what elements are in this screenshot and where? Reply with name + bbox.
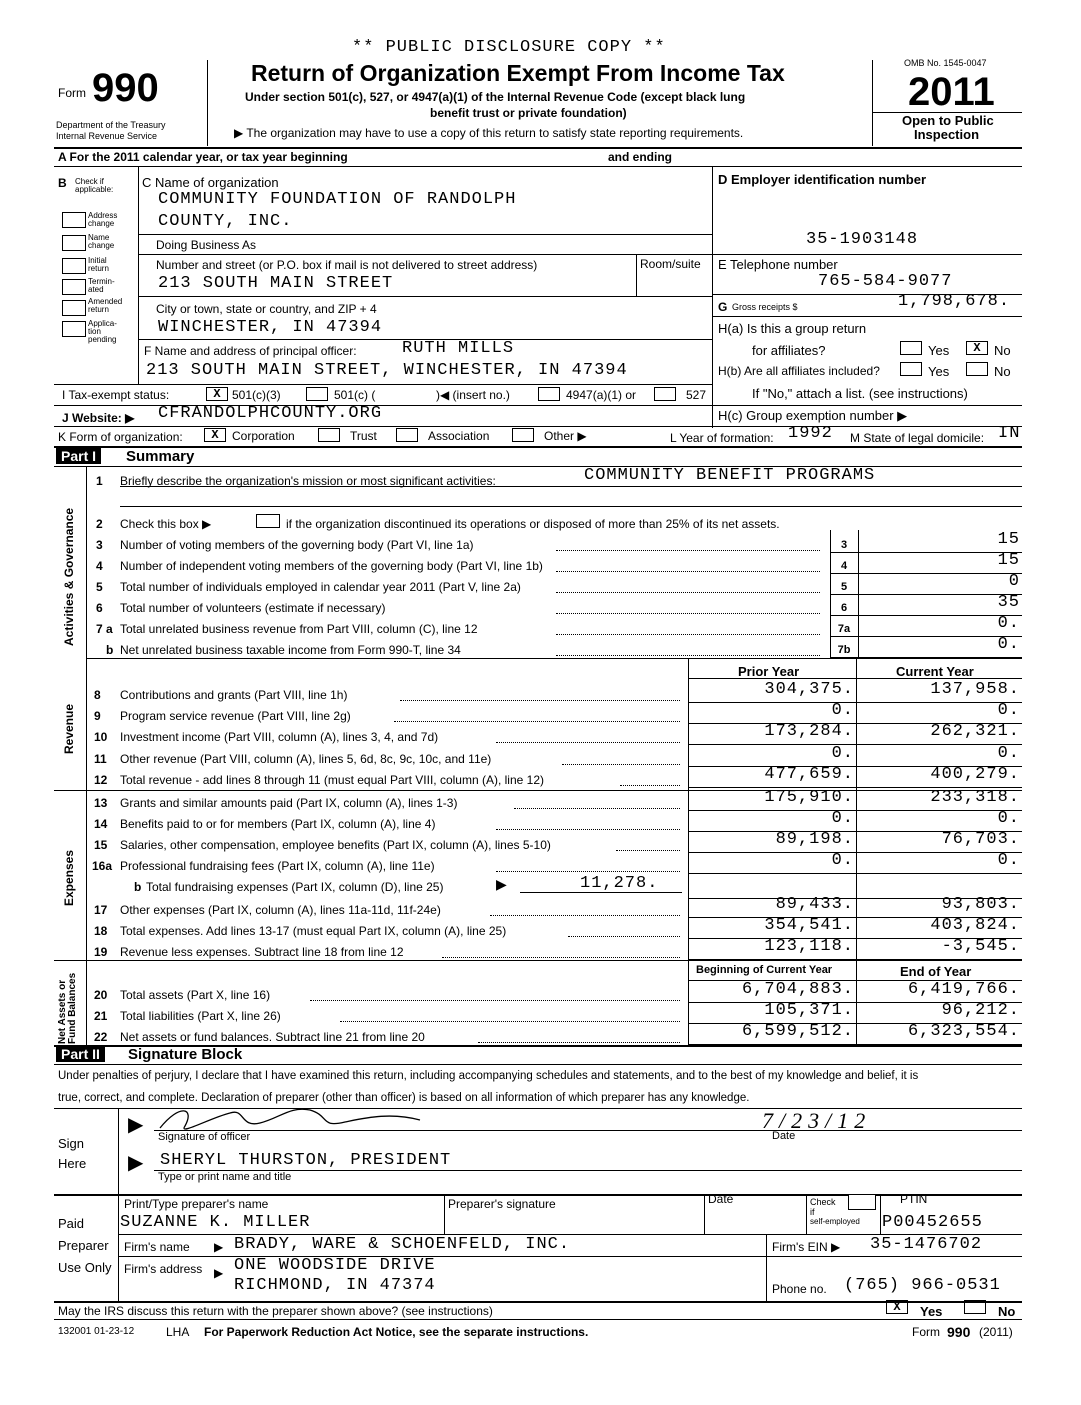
- ha-no-checkbox[interactable]: X: [966, 341, 988, 355]
- col-current-year: Current Year: [896, 664, 974, 679]
- gov-line-num: 6: [96, 601, 103, 615]
- state-domicile-value: IN: [998, 424, 1021, 443]
- net-assets-line-text: Total liabilities (Part X, line 26): [120, 1009, 281, 1023]
- hb-no-label: No: [994, 364, 1011, 379]
- gov-line-num: 3: [96, 538, 103, 552]
- 501c-label: 501(c) (: [334, 388, 376, 402]
- gross-receipts-value: 1,798,678.: [898, 292, 1011, 311]
- gov-line-value: 0.: [997, 635, 1020, 654]
- expense-line-num: 16a: [92, 859, 113, 873]
- gov-line-text: Net unrelated business taxable income from Form 990-T, line 34: [120, 643, 461, 657]
- 4947-label: 4947(a)(1) or: [566, 388, 637, 402]
- gov-line-text: Total number of volunteers (estimate if necessary): [120, 601, 386, 615]
- terminated-checkbox[interactable]: [62, 279, 86, 295]
- ein-label: D Employer identification number: [718, 172, 927, 187]
- preparer-ptin: P00452655: [882, 1213, 983, 1232]
- line-a-ending: and ending: [608, 150, 672, 164]
- leader-dots: [556, 592, 820, 593]
- revenue-line-prior: 304,375.: [764, 680, 854, 699]
- corporation-checkbox[interactable]: X: [204, 428, 226, 442]
- expense-line-prior: 123,118.: [764, 937, 854, 956]
- other-org-checkbox[interactable]: [512, 428, 534, 442]
- mission-value: COMMUNITY BENEFIT PROGRAMS: [584, 466, 876, 485]
- leader-dots: [620, 785, 680, 786]
- expense-line-text: Total expenses. Add lines 13-17 (must equal Part IX, column (A), line 25): [120, 924, 507, 938]
- signature-officer-label: Signature of officer: [158, 1131, 251, 1143]
- line-2-text-b: if the organization discontinued its operations or disposed of more than 25% of its net assets.: [286, 517, 780, 531]
- revenue-line-text: Contributions and grants (Part VIII, line 1h): [120, 688, 348, 702]
- org-name-line-2: COUNTY, INC.: [158, 212, 293, 231]
- footer-form-number: 990: [947, 1324, 971, 1340]
- association-checkbox[interactable]: [396, 428, 418, 442]
- gov-line-ref: 3: [840, 539, 848, 551]
- gov-line-text: Total unrelated business revenue from Part VIII, column (C), line 12: [120, 622, 478, 636]
- if-label: if: [810, 1207, 815, 1217]
- signature-date: 7/23/12: [762, 1108, 872, 1133]
- ha-for-affiliates: for affiliates?: [752, 343, 826, 358]
- open-public-1: Open to Public: [902, 113, 994, 128]
- expense-line-prior: 354,541.: [764, 916, 854, 935]
- revenue-line-current: 0.: [997, 744, 1020, 763]
- revenue-line-text: Program service revenue (Part VIII, line 2g): [120, 709, 351, 723]
- net-assets-line-prior: 6,704,883.: [741, 980, 854, 999]
- terminated-label: Termin-ated: [88, 277, 115, 294]
- signature-date-label: Date: [772, 1130, 796, 1142]
- revenue-line-prior: 0.: [831, 701, 854, 720]
- org-name-label: C Name of organization: [142, 175, 279, 190]
- state-reporting-notice: ▶ The organization may have to use a copy of this return to satisfy state reporting requirements.: [234, 126, 744, 140]
- discontinued-checkbox[interactable]: [256, 514, 280, 528]
- line-16b-value: 11,278.: [580, 874, 659, 893]
- check-if-applicable: Check if applicable:: [75, 177, 114, 194]
- revenue-line-num: 11: [94, 752, 107, 766]
- self-employed-label: self-employed: [810, 1217, 860, 1226]
- principal-officer-address: 213 SOUTH MAIN STREET, WINCHESTER, IN 47394: [146, 361, 628, 380]
- gov-line-num: 5: [96, 580, 103, 594]
- expense-line-prior: 0.: [831, 851, 854, 870]
- discuss-no-label: No: [998, 1304, 1016, 1319]
- use-only-label: Use Only: [58, 1260, 112, 1275]
- gross-receipts-letter: G: [718, 300, 728, 314]
- leader-dots: [490, 915, 680, 916]
- form-subtitle-2: benefit trust or private foundation): [430, 106, 627, 120]
- gov-line-num: 4: [96, 559, 103, 573]
- firm-name-arrow: ▶: [214, 1240, 224, 1254]
- expense-line-prior: 0.: [831, 809, 854, 828]
- gov-line-value: 35: [997, 593, 1020, 612]
- firm-address-label: Firm's address: [124, 1262, 203, 1276]
- discuss-no-checkbox[interactable]: [964, 1300, 986, 1314]
- net-assets-line-num: 20: [94, 988, 108, 1002]
- revenue-line-text: Total revenue - add lines 8 through 11 (must equal Part VIII, column (A), line 12): [120, 773, 544, 787]
- leader-dots: [556, 655, 820, 656]
- officer-name-title: SHERYL THURSTON, PRESIDENT: [160, 1151, 452, 1170]
- 527-label: 527: [686, 388, 707, 402]
- org-street: 213 SOUTH MAIN STREET: [158, 274, 394, 293]
- revenue-line-current: 262,321.: [930, 722, 1020, 741]
- gov-line-ref: 7b: [837, 644, 851, 656]
- side-revenue: Revenue: [62, 703, 76, 754]
- line-2-text-a: Check this box ▶: [120, 517, 212, 531]
- side-net-assets: Net Assets or Fund Balances: [57, 972, 78, 1044]
- form-word: Form: [58, 86, 86, 100]
- leader-dots: [478, 1042, 680, 1043]
- leader-dots: [514, 808, 680, 809]
- expense-line-current: 403,824.: [930, 916, 1020, 935]
- line-2-num: 2: [96, 517, 103, 531]
- leader-dots: [496, 829, 680, 830]
- preparer-signature-label: Preparer's signature: [448, 1197, 556, 1211]
- firm-address-2: RICHMOND, IN 47374: [234, 1276, 436, 1295]
- tax-year: 2011: [908, 70, 995, 114]
- firm-ein-label: Firm's EIN ▶: [772, 1240, 841, 1254]
- expense-line-current: 233,318.: [930, 788, 1020, 807]
- gov-line-ref: 7a: [837, 623, 851, 635]
- revenue-line-current: 137,958.: [930, 680, 1020, 699]
- year-formation-label: L Year of formation:: [670, 431, 774, 445]
- sign-arrow-1: ▶: [128, 1114, 144, 1136]
- leader-dots: [442, 957, 680, 958]
- expense-line-prior: 89,433.: [775, 895, 854, 914]
- here-label: Here: [58, 1156, 87, 1171]
- expense-line-text: Grants and similar amounts paid (Part IX, column (A), lines 1-3): [120, 796, 458, 810]
- discuss-yes-label: Yes: [920, 1304, 943, 1319]
- gov-line-num: b: [106, 643, 114, 657]
- hb-yes-label: Yes: [928, 364, 950, 379]
- revenue-line-prior: 0.: [831, 744, 854, 763]
- gov-line-text: Number of independent voting members of the governing body (Part VI, line 1b): [120, 559, 543, 573]
- expense-line-num: 19: [94, 945, 108, 959]
- perjury-line-2: true, correct, and complete. Declaration of preparer (other than officer) is based on all information of which preparer has any knowledge.: [58, 1092, 750, 1104]
- footer-form-label: Form: [912, 1325, 940, 1339]
- ptin-label: PTIN: [900, 1192, 928, 1206]
- expense-line-text: Revenue less expenses. Subtract line 18 from line 12: [120, 945, 404, 959]
- gov-line-value: 15: [997, 530, 1020, 549]
- gov-line-text: Number of voting members of the governing body (Part VI, line 1a): [120, 538, 474, 552]
- open-public-2: Inspection: [914, 127, 980, 142]
- expense-line-prior: 175,910.: [764, 788, 854, 807]
- form-title: Return of Organization Exempt From Income Tax: [251, 60, 785, 86]
- leader-dots: [310, 1000, 680, 1001]
- gov-line-value: 0.: [997, 614, 1020, 633]
- address-change-checkbox[interactable]: [62, 212, 86, 228]
- firm-address-arrow: ▶: [214, 1266, 224, 1280]
- hb-yes-checkbox[interactable]: [900, 362, 922, 376]
- net-assets-line-current: 6,323,554.: [907, 1022, 1020, 1041]
- revenue-line-current: 0.: [997, 701, 1020, 720]
- firm-name: BRADY, WARE & SCHOENFELD, INC.: [234, 1235, 571, 1254]
- net-assets-line-prior: 105,371.: [764, 1001, 854, 1020]
- ha-label: H(a) Is this a group return: [718, 321, 867, 336]
- gov-line-text: Total number of individuals employed in calendar year 2011 (Part V, line 2a): [120, 580, 521, 594]
- expense-line-text: Other expenses (Part IX, column (A), lines 11a-11d, 11f-24e): [120, 903, 441, 917]
- check-label: Check: [810, 1197, 836, 1207]
- street-label: Number and street (or P.O. box if mail is not delivered to street address): [156, 258, 538, 272]
- leader-dots: [616, 850, 680, 851]
- initial-return-checkbox[interactable]: [62, 258, 86, 274]
- revenue-line-num: 10: [94, 730, 108, 744]
- part-2-tag: Part II: [56, 1046, 105, 1062]
- form-subtitle-1: Under section 501(c), 527, or 4947(a)(1) of the Internal Revenue Code (except black lung: [245, 90, 746, 104]
- paperwork-notice: For Paperwork Reduction Act Notice, see the separate instructions.: [204, 1325, 589, 1339]
- side-activities-governance: Activities & Governance: [62, 507, 76, 646]
- leader-dots: [400, 700, 680, 701]
- other-org-label: Other ▶: [544, 429, 587, 443]
- leader-dots: [562, 764, 680, 765]
- website-value: CFRANDOLPHCOUNTY.ORG: [158, 404, 383, 423]
- expense-line-num: 15: [94, 838, 108, 852]
- principal-officer-name: RUTH MILLS: [402, 339, 515, 358]
- revenue-line-current: 400,279.: [930, 765, 1020, 784]
- paid-label: Paid: [58, 1216, 85, 1231]
- expense-line-current: 76,703.: [941, 830, 1020, 849]
- net-assets-line-num: 21: [94, 1009, 108, 1023]
- revenue-line-num: 9: [94, 709, 101, 723]
- side-expenses: Expenses: [62, 849, 76, 906]
- leader-dots: [496, 871, 680, 872]
- gov-line-ref: 4: [840, 560, 848, 572]
- tax-exempt-label: I Tax-exempt status:: [62, 388, 170, 402]
- dba-label: Doing Business As: [156, 238, 257, 252]
- sign-arrow-2: ▶: [128, 1152, 144, 1174]
- ein-value: 35-1903148: [806, 230, 919, 249]
- part-1-title: Summary: [126, 448, 195, 465]
- discuss-yes-checkbox[interactable]: X: [886, 1300, 908, 1314]
- form-code: 132001 01-23-12: [58, 1326, 135, 1337]
- preparer-date-label: Date: [708, 1192, 734, 1206]
- telephone-value: 765-584-9077: [818, 272, 953, 291]
- trust-label: Trust: [350, 429, 377, 443]
- insert-no-label: )◀ (insert no.): [436, 388, 510, 402]
- expense-line-current: 0.: [997, 809, 1020, 828]
- expense-line-current: 0.: [997, 851, 1020, 870]
- leader-dots: [394, 721, 680, 722]
- hb-note: If "No," attach a list. (see instructions): [752, 386, 968, 401]
- expense-line-num: 18: [94, 924, 108, 938]
- firm-phone: (765) 966-0531: [844, 1276, 1001, 1295]
- line-a-label: A For the 2011 calendar year, or tax year beginning: [58, 150, 348, 164]
- leader-dots: [568, 936, 680, 937]
- revenue-line-prior: 173,284.: [764, 722, 854, 741]
- revenue-line-prior: 477,659.: [764, 765, 854, 784]
- 4947-checkbox[interactable]: [538, 387, 560, 401]
- disclosure-banner: ** PUBLIC DISCLOSURE COPY **: [352, 38, 666, 57]
- section-b-letter: B: [58, 176, 67, 190]
- expense-line-prior: 89,198.: [775, 830, 854, 849]
- expense-line-text: Professional fundraising fees (Part IX, column (A), line 11e): [120, 859, 435, 873]
- line-16b-text: Total fundraising expenses (Part IX, column (D), line 25): [146, 880, 444, 894]
- website-label: J Website: ▶: [62, 411, 135, 425]
- amended-return-checkbox[interactable]: [62, 300, 86, 316]
- dept-treasury: Department of the Treasury: [56, 120, 166, 130]
- col-prior-year: Prior Year: [738, 664, 800, 679]
- revenue-line-num: 12: [94, 773, 108, 787]
- sign-label: Sign: [58, 1136, 85, 1151]
- state-domicile-label: M State of legal domicile:: [850, 431, 985, 445]
- revenue-line-num: 8: [94, 688, 101, 702]
- trust-checkbox[interactable]: [318, 428, 340, 442]
- firm-phone-label: Phone no.: [772, 1282, 827, 1296]
- corporation-label: Corporation: [232, 429, 295, 443]
- amended-return-label: Amended return: [88, 297, 123, 314]
- preparer-name: SUZANNE K. MILLER: [120, 1213, 311, 1232]
- 501c-checkbox[interactable]: [306, 387, 328, 401]
- type-print-label: Type or print name and title: [158, 1171, 292, 1183]
- part-2-title: Signature Block: [128, 1046, 243, 1063]
- line-16b-num: b: [134, 880, 142, 894]
- gross-receipts-label: Gross receipts $: [732, 302, 798, 312]
- leader-dots: [496, 742, 680, 743]
- 527-checkbox[interactable]: [654, 387, 676, 401]
- net-assets-line-num: 22: [94, 1030, 108, 1044]
- col-end-of-year: End of Year: [900, 964, 972, 979]
- irs-discuss-question: May the IRS discuss this return with the preparer shown above? (see instructions): [58, 1304, 493, 1318]
- self-employed-checkbox[interactable]: [848, 1194, 876, 1210]
- room-suite-label: Room/suite: [640, 257, 701, 271]
- net-assets-line-text: Net assets or fund balances. Subtract line 21 from line 20: [120, 1030, 425, 1044]
- initial-return-label: Initial return: [88, 256, 109, 273]
- hc-label: H(c) Group exemption number ▶: [718, 408, 908, 423]
- year-formation-value: 1992: [788, 424, 833, 443]
- net-assets-line-current: 6,419,766.: [907, 980, 1020, 999]
- line-1-num: 1: [96, 474, 103, 488]
- preparer-label: Preparer: [58, 1238, 109, 1253]
- telephone-label: E Telephone number: [718, 257, 838, 272]
- ha-no-label: No: [994, 343, 1011, 358]
- firm-address-1: ONE WOODSIDE DRIVE: [234, 1256, 436, 1275]
- footer-form-year: (2011): [979, 1325, 1013, 1339]
- name-change-label: Name change: [88, 233, 115, 250]
- net-assets-line-text: Total assets (Part X, line 16): [120, 988, 271, 1002]
- application-pending-label: Applica-tion pending: [88, 319, 117, 344]
- firm-name-label: Firm's name: [124, 1240, 190, 1254]
- 501c3-label: 501(c)(3): [232, 388, 281, 402]
- firm-ein: 35-1476702: [870, 1235, 983, 1254]
- leader-dots: [556, 550, 820, 551]
- lha-label: LHA: [166, 1325, 190, 1339]
- gov-line-value: 0: [1008, 572, 1020, 591]
- leader-dots: [340, 1021, 680, 1022]
- principal-officer-label: F Name and address of principal officer:: [144, 344, 357, 358]
- association-label: Association: [428, 429, 490, 443]
- ha-yes-label: Yes: [928, 343, 950, 358]
- net-assets-line-current: 96,212.: [941, 1001, 1020, 1020]
- expense-line-num: 14: [94, 817, 108, 831]
- expense-line-num: 17: [94, 903, 108, 917]
- expense-line-num: 13: [94, 796, 108, 810]
- dept-irs: Internal Revenue Service: [56, 131, 158, 141]
- revenue-line-text: Investment income (Part VIII, column (A), lines 3, 4, and 7d): [120, 730, 439, 744]
- preparer-name-label: Print/Type preparer's name: [124, 1197, 269, 1211]
- line-16b-arrow: ▶: [496, 876, 507, 892]
- expense-line-current: 93,803.: [941, 895, 1020, 914]
- address-change-label: Address change: [88, 211, 118, 228]
- net-assets-line-prior: 6,599,512.: [741, 1022, 854, 1041]
- expense-line-text: Salaries, other compensation, employee benefits (Part IX, column (A), lines 5-10): [120, 838, 551, 852]
- gov-line-num: 7 a: [96, 622, 113, 636]
- form-of-org-label: K Form of organization:: [58, 430, 183, 444]
- row-rule: [688, 873, 1022, 874]
- expense-line-text: Benefits paid to or for members (Part IX, column (A), line 4): [120, 817, 436, 831]
- gov-line-value: 15: [997, 551, 1020, 570]
- gov-line-ref: 6: [840, 602, 848, 614]
- hb-no-checkbox[interactable]: [966, 362, 988, 376]
- org-city: WINCHESTER, IN 47394: [158, 318, 383, 337]
- leader-dots: [556, 571, 820, 572]
- ha-yes-checkbox[interactable]: [900, 341, 922, 355]
- name-change-checkbox[interactable]: [62, 235, 86, 251]
- revenue-line-text: Other revenue (Part VIII, column (A), lines 5, 6d, 8c, 9c, 10c, and 11e): [120, 752, 492, 766]
- part-1-tag: Part I: [56, 448, 101, 464]
- application-pending-checkbox[interactable]: [62, 321, 86, 337]
- col-beginning: Beginning of Current Year: [696, 964, 833, 976]
- city-label: City or town, state or country, and ZIP + 4: [156, 302, 377, 316]
- omb-number: OMB No. 1545-0047: [904, 58, 987, 68]
- 501c3-checkbox[interactable]: X: [206, 387, 228, 401]
- perjury-line-1: Under penalties of perjury, I declare that I have examined this return, including accompanying schedules and statements, and to the best of my knowledge and belief, it is: [58, 1070, 919, 1082]
- form-number: 990: [92, 66, 159, 110]
- hb-label: H(b) Are all affiliates included?: [718, 364, 880, 378]
- expense-line-current: -3,545.: [941, 937, 1020, 956]
- line-1-text: Briefly describe the organization's mission or most significant activities:: [120, 474, 496, 488]
- leader-dots: [556, 634, 820, 635]
- org-name-line-1: COMMUNITY FOUNDATION OF RANDOLPH: [158, 190, 517, 209]
- gov-line-ref: 5: [840, 581, 848, 593]
- leader-dots: [556, 613, 820, 614]
